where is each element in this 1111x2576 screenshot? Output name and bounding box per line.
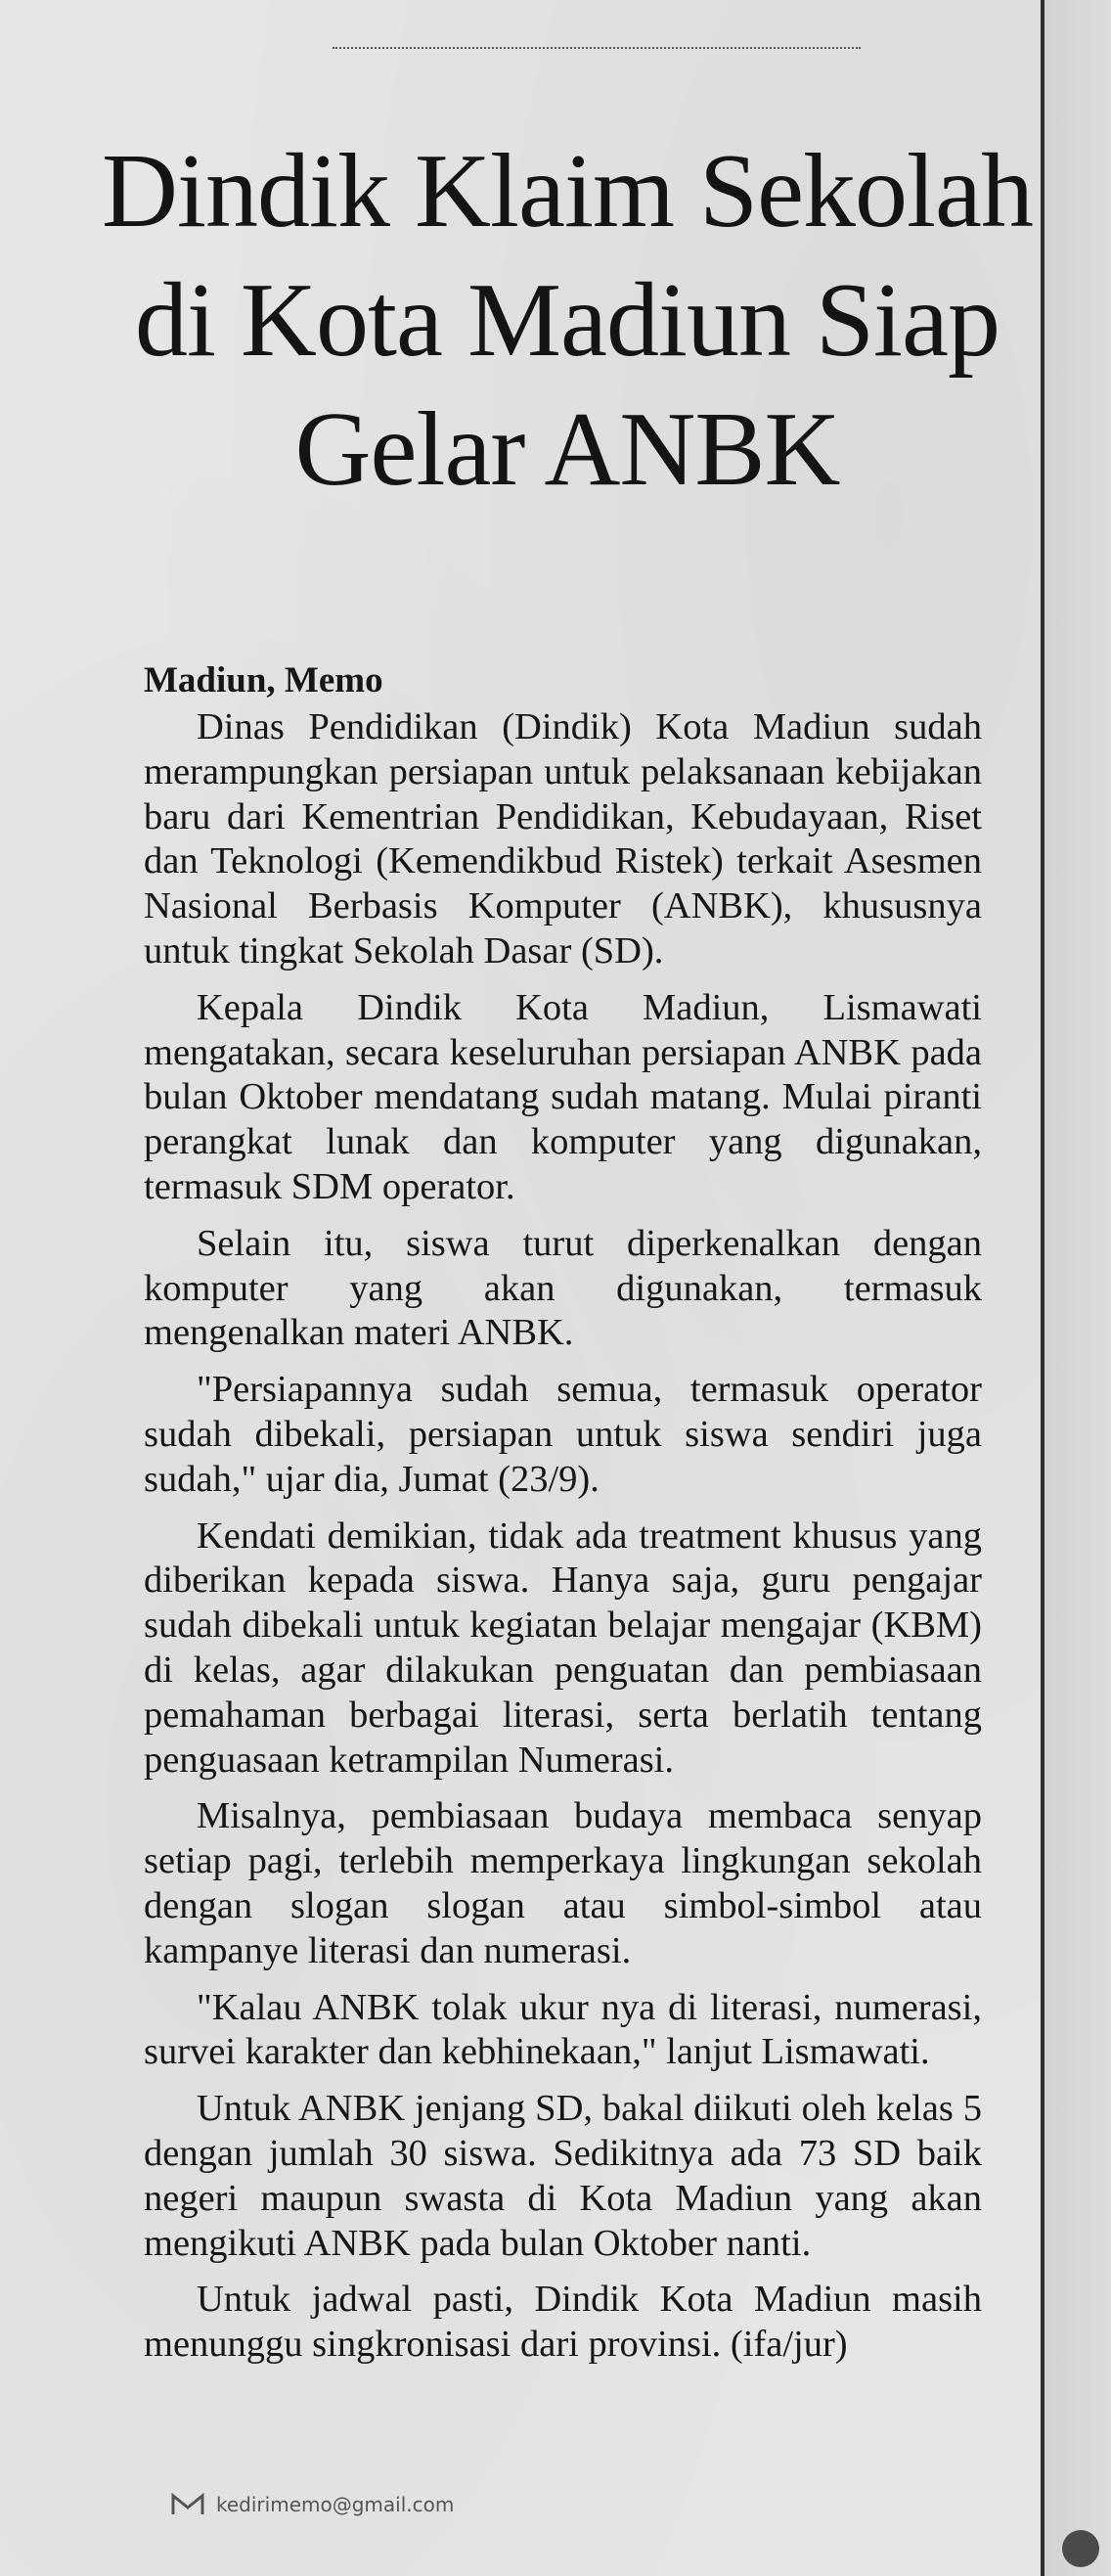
paragraph: Kepala Dindik Kota Madiun, Lismawati mengatakan, secara keseluruhan persiapan ANBK pada bulan Oktober mendatang sudah matang. Mulai piranti perangkat lunak dan komputer yang digunakan, termasuk SDM operator. bbox=[144, 986, 982, 1207]
paragraph: Kendati demikian, tidak ada treatment khusus yang diberikan kepada siswa. Hanya saja, guru pengajar sudah dibekali untuk kegiatan belajar mengajar (KBM) di kelas, agar dilakukan penguatan dan pembiasaan pemahaman berbagai literasi, serta berlatih tentang penguasaan ketrampilan Numerasi. bbox=[144, 1514, 982, 1781]
footer-contact bbox=[171, 2493, 454, 2516]
page-corner-mark bbox=[1062, 2530, 1099, 2567]
headline: Dindik Klaim Sekolah di Kota Madiun Siap Gelar ANBK bbox=[102, 133, 1033, 508]
paragraph: Misalnya, pembiasaan budaya membaca senyap setiap pagi, terlebih memperkaya lingkungan sekolah dengan slogan slogan atau simbol-simbol atau kampanye literasi dan numerasi. bbox=[144, 1795, 982, 1971]
paragraph: "Persiapannya sudah semua, termasuk operator sudah dibekali, persiapan untuk siswa sendiri juga sudah," ujar dia, Jumat (23/9). bbox=[144, 1369, 982, 1500]
paragraph: "Kalau ANBK tolak ukur nya di literasi, numerasi, survei karakter dan kebhinekaan," lanjut Lismawati. bbox=[144, 1986, 982, 2073]
paragraph: Dinas Pendidikan (Dindik) Kota Madiun sudah merampungkan persiapan untuk pelaksanaan kebijakan baru dari Kementrian Pendidikan, Kebudayaan, Riset dan Teknologi (Kemendikbud Ristek) terkait Asesmen Nasional Berbasis Komputer (ANBK), khususnya untuk tingkat Sekolah Dasar (SD). bbox=[144, 706, 982, 972]
paragraph: Untuk ANBK jenjang SD, bakal diikuti oleh kelas 5 dengan jumlah 30 siswa. Sedikitnya ada 73 SD baik negeri maupun swasta di Kota Madiun yang akan mengikuti ANBK pada bulan Oktober nanti. bbox=[144, 2088, 982, 2264]
adjacent-column-strip bbox=[1044, 0, 1111, 2576]
article-body bbox=[144, 660, 982, 2379]
mail-icon bbox=[171, 2493, 204, 2516]
paragraph: Selain itu, siswa turut diperkenalkan dengan komputer yang akan digunakan, termasuk mengenalkan materi ANBK. bbox=[144, 1222, 982, 1354]
footer-email: kedirimemo@gmail.com bbox=[216, 2493, 455, 2516]
paragraph: Untuk jadwal pasti, Dindik Kota Madiun masih menunggu singkronisasi dari provinsi. (ifa/jur) bbox=[144, 2279, 982, 2366]
top-divider bbox=[333, 47, 861, 49]
dateline: Madiun, Memo bbox=[144, 660, 383, 700]
